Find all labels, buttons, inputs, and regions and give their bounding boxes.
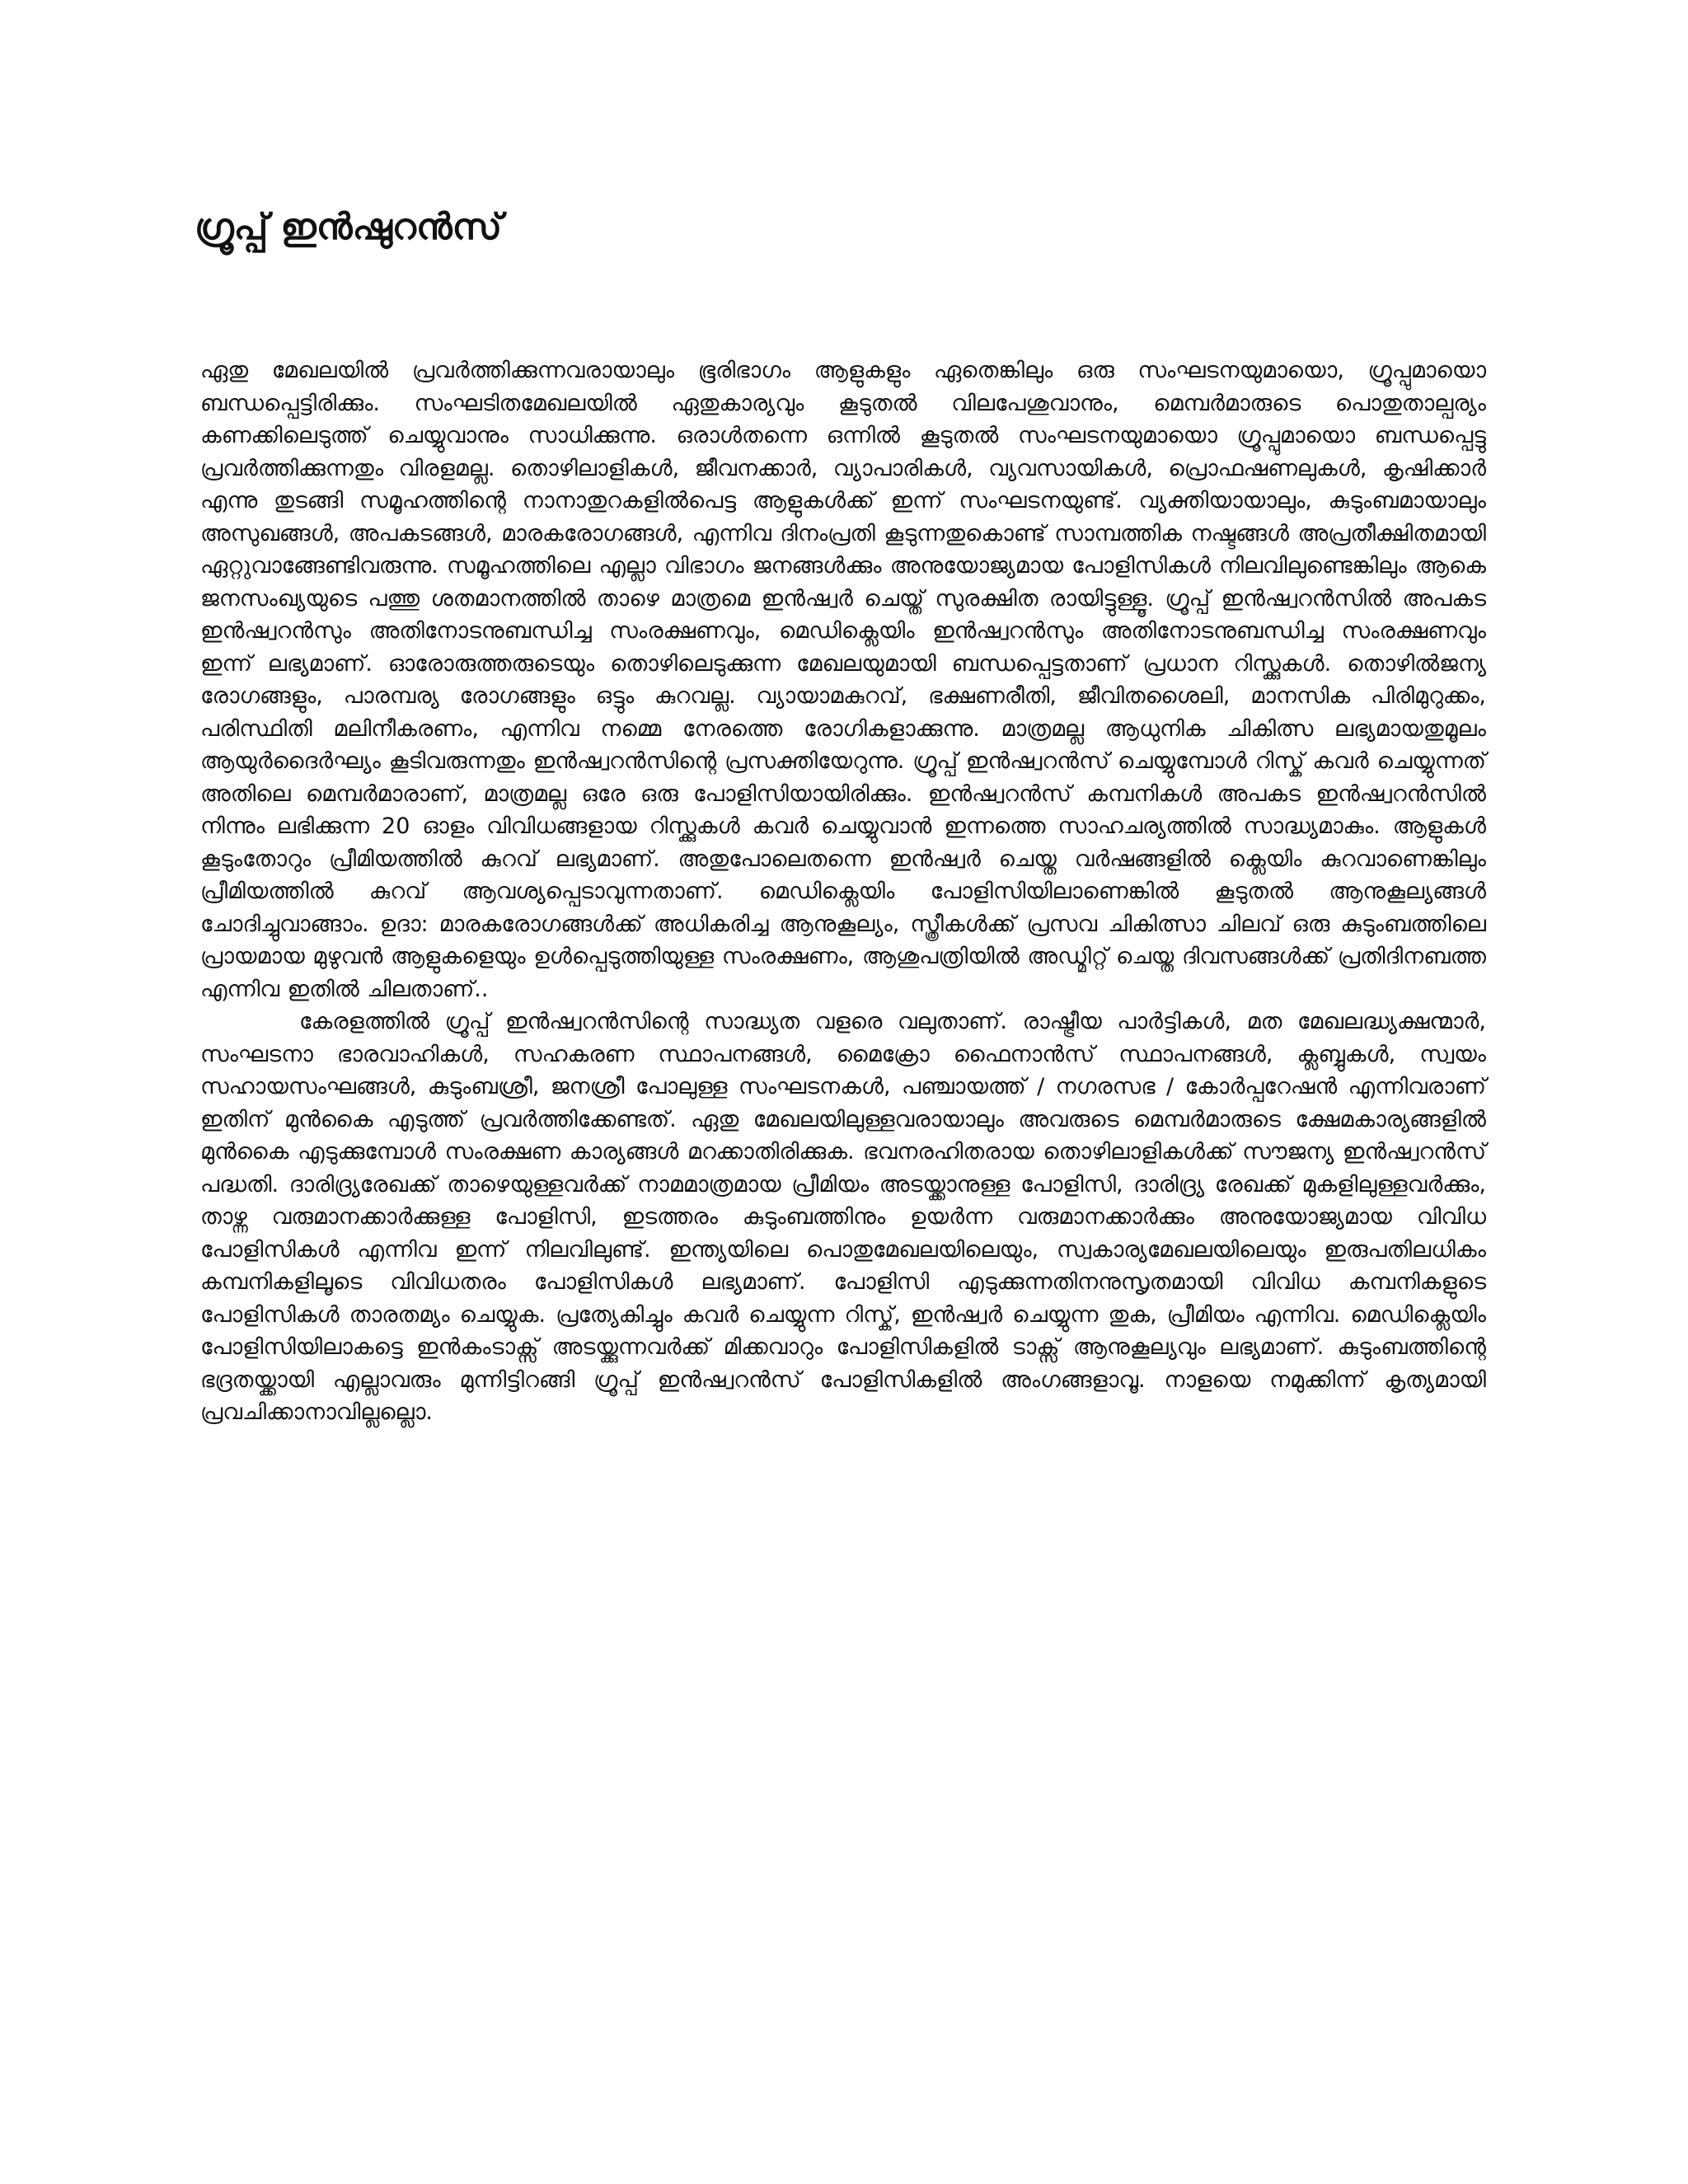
document-title: ഗ്രൂപ്പ് ഇൻഷുറൻസ് xyxy=(195,206,502,248)
body-paragraph-2: കേരളത്തിൽ ഗ്രൂപ്പ് ഇൻഷ്വറൻസിന്റെ സാദ്ധ്യത വളരെ വലുതാണ്. രാഷ്ട്രീയ പാർട്ടികൾ, മത മേഖലദ്ധ്യക്ഷന്മാർ, സംഘടനാ ഭാരവാഹികൾ, സഹകരണ സ്ഥാപനങ്ങൾ, മൈക്രോ ഫൈനാൻസ് സ്ഥാപനങ്ങൾ, ക്ലബ്ബുകൾ, സ്വയം സഹായസംഘങ്ങൾ, കുടുംബശ്രീ, ജനശ്രീ പോലുള്ള സംഘടനകൾ, പഞ്ചായത്ത് / നഗരസഭ / കോർപ്പറേഷൻ എന്നിവരാണ് ഇതിന് മുൻകൈ എടുത്ത് പ്രവർത്തിക്കേണ്ടത്. ഏതു മേഖലയിലുള്ളവരായാലും അവരുടെ മെമ്പർമാരുടെ ക്ഷേമകാര്യങ്ങളിൽ മുൻകൈ എടുക്കുമ്പോൾ സംരക്ഷണ കാര്യങ്ങൾ മറക്കാതിരിക്കുക. ഭവനരഹിതരായ തൊഴിലാളികൾക്ക് സൗജന്യ ഇൻഷ്വറൻസ് പദ്ധതി. ദാരിദ്ര്യരേഖക്ക് താഴെയുള്ളവർക്ക് നാമമാത്രമായ പ്രീമിയം അടയ്ക്കാനുള്ള പോളിസി, ദാരിദ്ര്യ രേഖക്ക് മുകളിലുള്ളവർക്കും, താഴ്ന്ന വരുമാനക്കാർക്കുള്ള പോളിസി, ഇടത്തരം കുടുംബത്തിനും ഉയർന്ന വരുമാനക്കാർക്കും അനുയോജ്യമായ വിവിധ പോളിസികൾ എന്നിവ ഇന്ന് നിലവിലുണ്ട്. ഇന്ത്യയിലെ പൊതുമേഖലയിലെയും, സ്വകാര്യമേഖലയിലെയും ഇരുപതിലധികം കമ്പനികളിലൂടെ വിവിധതരം പോളിസികൾ ലഭ്യമാണ്. പോളിസി എടുക്കുന്നതിനനുസൃതമായി വിവിധ കമ്പനികളുടെ പോളിസികൾ താരതമ്യം ചെയ്യുക. പ്രത്യേകിച്ചും കവർ ചെയ്യുന്ന റിസ്ക്, ഇൻഷ്വർ ചെയ്യുന്ന തുക, പ്രീമിയം എന്നിവ. മെഡിക്ലെയിം പോളിസിയിലാകട്ടെ ഇൻകംടാക്സ് അടയ്ക്കുന്നവർക്ക് മിക്കവാറും പോളിസികളിൽ ടാക്സ് ആനുകൂല്യവും ലഭ്യമാണ്. കുടുംബത്തിന്റെ ഭദ്രതയ്ക്കായി എല്ലാവരും മുന്നിട്ടിറങ്ങി ഗ്രൂപ്പ് ഇൻഷ്വറൻസ് പോളിസികളിൽ അംഗങ്ങളാവൂ. നാളയെ നമുക്കിന്ന് കൃത്യമായി പ്രവചിക്കാനാവില്ലല്ലൊ. xyxy=(200,1009,1486,1425)
document-body xyxy=(200,354,1486,1429)
body-paragraph-1: ഏതു മേഖലയിൽ പ്രവർത്തിക്കുന്നവരായാലും ഭൂരിഭാഗം ആളുകളും ഏതെങ്കിലും ഒരു സംഘടനയുമായൊ, ഗ്രൂപ്പുമായൊ ബന്ധപ്പെട്ടിരിക്കും. സംഘടിതമേഖലയിൽ ഏതുകാര്യവും കൂടുതൽ വിലപേശുവാനും, മെമ്പർമാരുടെ പൊതുതാല്പര്യം കണക്കിലെടുത്ത് ചെയ്യുവാനും സാധിക്കുന്നു. ഒരാൾതന്നെ ഒന്നിൽ കൂടുതൽ സംഘടനയുമായൊ ഗ്രൂപ്പുമായൊ ബന്ധപ്പെട്ടു പ്രവർത്തിക്കുന്നതും വിരളമല്ല. തൊഴിലാളികൾ, ജീവനക്കാർ, വ്യാപാരികൾ, വ്യവസായികൾ, പ്രൊഫഷണലുകൾ, കൃഷിക്കാർ എന്നു തുടങ്ങി സമൂഹത്തിന്റെ നാനാതുറകളിൽപെട്ട ആളുകൾക്ക് ഇന്ന് സംഘടനയുണ്ട്. വ്യക്തിയായാലും, കുടുംബമായാലും അസുഖങ്ങൾ, അപകടങ്ങൾ, മാരകരോഗങ്ങൾ, എന്നിവ ദിനംപ്രതി കൂടുന്നതുകൊണ്ട് സാമ്പത്തിക നഷ്ടങ്ങൾ അപ്രതീക്ഷിതമായി ഏറ്റുവാങ്ങേണ്ടിവരുന്നു. സമൂഹത്തിലെ എല്ലാ വിഭാഗം ജനങ്ങൾക്കും അനുയോജ്യമായ പോളിസികൾ നിലവിലുണ്ടെങ്കിലും ആകെ ജനസംഖ്യയുടെ പത്തു ശതമാനത്തിൽ താഴെ മാത്രമെ ഇൻഷ്വർ ചെയ്ത് സുരക്ഷിത രായിട്ടുള്ളൂ. ഗ്രൂപ്പ് ഇൻഷ്വറൻസിൽ അപകട ഇൻഷ്വറൻസും അതിനോടനുബന്ധിച്ച സംരക്ഷണവും, മെഡിക്ലെയിം ഇൻഷ്വറൻസും അതിനോടനുബന്ധിച്ച സംരക്ഷണവും ഇന്ന് ലഭ്യമാണ്. ഓരോരുത്തരുടെയും തൊഴിലെടുക്കുന്ന മേഖലയുമായി ബന്ധപ്പെട്ടതാണ് പ്രധാന റിസ്ക്കുകൾ. തൊഴിൽജന്യ രോഗങ്ങളും, പാരമ്പര്യ രോഗങ്ങളും ഒട്ടും കുറവല്ല. വ്യായാമകുറവ്, ഭക്ഷണരീതി, ജീവിതശൈലി, മാനസിക പിരിമുറുക്കം, പരിസ്ഥിതി മലിനീകരണം, എന്നിവ നമ്മെ നേരത്തെ രോഗികളാക്കുന്നു. മാത്രമല്ല ആധുനിക ചികിത്സ ലഭ്യമായതുമൂലം ആയുർദൈർഘ്യം കൂടിവരുന്നതും ഇൻഷ്വറൻസിന്റെ പ്രസക്തിയേറുന്നു. ഗ്രൂപ്പ് ഇൻഷ്വറൻസ് ചെയ്യുമ്പോൾ റിസ്ക് കവർ ചെയ്യുന്നത് അതിലെ മെമ്പർമാരാണ്, മാത്രമല്ല ഒരേ ഒരു പോളിസിയായിരിക്കും. ഇൻഷ്വറൻസ് കമ്പനികൾ അപകട ഇൻഷ്വറൻസിൽ നിന്നും ലഭിക്കുന്ന 20 ഓളം വിവിധങ്ങളായ റിസ്ക്കുകൾ കവർ ചെയ്യുവാൻ ഇന്നത്തെ സാഹചര്യത്തിൽ സാദ്ധ്യമാകും. ആളുകൾ കൂടുംതോറും പ്രീമിയത്തിൽ കുറവ് ലഭ്യമാണ്. അതുപോലെതന്നെ ഇൻഷ്വർ ചെയ്ത വർഷങ്ങളിൽ ക്ലെയിം കുറവാണെങ്കിലും പ്രീമിയത്തിൽ കുറവ് ആവശ്യപ്പെടാവുന്നതാണ്. മെഡിക്ലെയിം പോളിസിയിലാണെങ്കിൽ കൂടുതൽ ആനുകൂല്യങ്ങൾ ചോദിച്ചുവാങ്ങാം. ഉദാ: മാരകരോഗങ്ങൾക്ക് അധികരിച്ച ആനുകൂല്യം, സ്ത്രീകൾക്ക് പ്രസവ ചികിത്സാ ചിലവ് ഒരു കുടുംബത്തിലെ പ്രായമായ മുഴുവൻ ആളുകളെയും ഉൾപ്പെടുത്തിയുള്ള സംരക്ഷണം, ആശുപത്രിയിൽ അഡ്മിറ്റ് ചെയ്ത ദിവസങ്ങൾക്ക് പ്രതിദിനബത്ത എന്നിവ ഇതിൽ ചിലതാണ്.. xyxy=(200,358,1486,1002)
